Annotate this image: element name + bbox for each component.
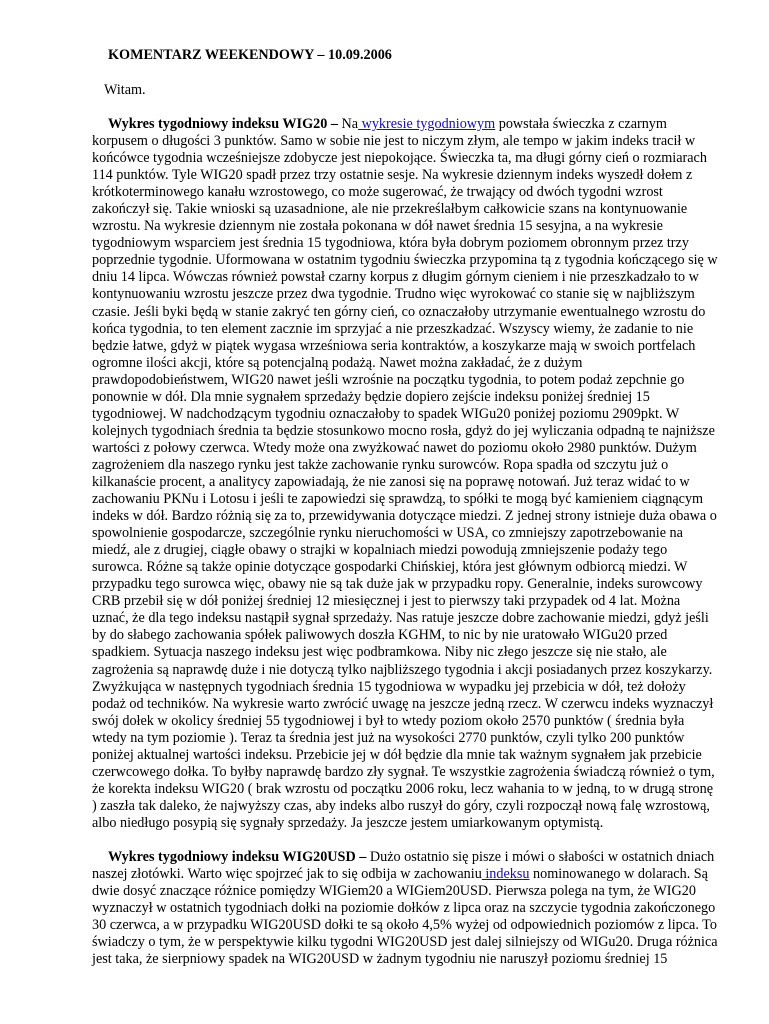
weekly-chart-link[interactable]: wykresie tygodniowym — [358, 116, 496, 132]
index-link[interactable]: indeksu — [481, 866, 530, 883]
paragraph-wig20usd-body: nominowanego w dolarach. Są dwie dosyć znaczące różnice pomiędzy WIGiem20 a WIGiem20USD. Pierwsza polega na tym, że WIG20 wyznaczył w ostatnich tygodniach dołki na poziomie dołków z lipca oraz na szczycie tygodnia zakończonego 30 czerwca, a w przypadku WIG20USD dołki te są około 4,5% wyżej od odpowiednich poziomów z lipca. To świadczy o tym, że w perspektywie kilku tygodni WIG20USD jest dalej silniejszy od WIGu20. Druga różnica jest taka, że sierpniowy spadek na WIG20USD w żadnym tygodniu nie naruszył poziomu średniej 15 — [92, 866, 718, 968]
paragraph-wig20-lead: Wykres tygodniowy indeksu WIG20 – — [108, 116, 338, 132]
paragraph-wig20 — [92, 116, 719, 832]
paragraph-wig20usd — [92, 849, 719, 968]
page-title: KOMENTARZ WEEKENDOWY – 10.09.2006 — [108, 47, 392, 63]
greeting: Witam. — [104, 82, 146, 98]
paragraph-wig20usd-pre-link: Dużo ostatnio się pisze i mówi o słabości w ostatnich dniach naszej złotówki. Warto więc spojrzeć jak to się odbija w zachowaniu — [92, 849, 715, 883]
paragraph-wig20-body: powstała świeczka z czarnym korpusem o długości 3 punktów. Samo w sobie nie jest to niczym złym, ale tempo w jakim indeks tracił w końcówce tygodnia wcześniejsze zdobycze jest niepokojące. Świeczka ta, ma długi górny cień o rozmiarach 114 punktów. Tyle WIG20 spadł przez trzy ostatnie sesje. Na wykresie dziennym indeks wyszedł dołem z krótkoterminowego kanału wzrostowego, co może sugerować, że trwający od dwóch tygodni wzrost zakończył się. Takie wnioski są uzasadnione, ale nie przekreślałbym całkowicie szans na kontynuowanie wzrostu. Na wykresie dziennym nie została pokonana w dół nawet średnia 15 sesyjna, a na wykresie tygodniowym wsparciem jest średnia 15 tygodniowa, która była dobrym poziomem obronnym przez trzy poprzednie tygodnie. Uformowana w ostatnim tygodniu świeczka przypomina tą z tygodnia kończącego się w dniu 14 lipca. Wówczas również powstał czarny korpus z długim górnym cieniem i nie przeszkadzało to w kontynuowaniu wzrostu jeszcze przez dwa tygodnie. Trudno więc wyrokować co stanie się w najbliższym czasie. Jeśli byki będą w stanie zakryć ten górny cień, co oznaczałoby utrzymanie ewentualnego wzrostu do końca tygodnia, to ten element zacznie im sprzyjać a nie przeszkadzać. Wszyscy wiemy, że zadanie to nie będzie łatwe, gdyż w piątek wygasa wrześniowa seria kontraktów, a koszykarze mają w swoich portfelach ogromne ilości akcji, które są potencjalną podażą. Nawet można zakładać, że z dużym prawdopodobieństwem, WIG20 nawet jeśli wzrośnie na początku tygodnia, to potem podaż zepchnie go ponownie w dół. Dla mnie sygnałem sprzedaży będzie dopiero zejście indeksu poniżej średniej 15 tygodniowej. W nadchodzącym tygodniu oznaczałoby to spadek WIGu20 poniżej poziomu 2909pkt. W kolejnych tygodniach średnia ta będzie stosunkowo mocno rosła, gdyż do jej wyliczania odpadną te najniższe wartości z połowy czerwca. Wtedy może ona zwyżkować nawet do poziomu około 2980 punktów. Dużym zagrożeniem dla naszego rynku jest także zachowanie rynku surowców. Ropa spadła od szczytu już o kilkanaście procent, a analitycy zapowiadają, że nie zanosi się na poprawę notowań. Już teraz widać to w zachowaniu PKNu i Lotosu i jeśli te zapowiedzi się sprawdzą, to spółki te mogą być kamieniem ciągnącym indeks w dół. Bardzo różnią się za to, przewidywania dotyczące miedzi. Z jednej strony istnieje duża obawa o spowolnienie gospodarcze, szczególnie rynku nieruchomości w USA, co zmniejszy zapotrzebowanie na miedź, ale z drugiej, ciągłe obawy o strajki w kopalniach miedzi powodują zmniejszenie podaży tego surowca. Różne są także opinie dotyczące gospodarki Chińskiej, która jest głównym odbiorcą miedzi. W przypadku tego surowca więc, obawy nie są tak duże jak w przypadku ropy. Generalnie, indeks surowcowy CRB przebił się w dół poniżej średniej 12 miesięcznej i jest to pierwszy taki przypadek od 4 lat. Można uznać, że dla tego indeksu nastąpił sygnał sprzedaży. Nas ratuje jeszcze dobre zachowanie miedzi, gdyż jeśli by do słabego zachowania spółek paliwowych doszła KGHM, to nic by nie uratowało WIGu20 przed spadkiem. Sytuacja naszego indeksu jest więc podbramkowa. Niby nic złego jeszcze się nie stało, ale zagrożenia są naprawdę duże i nie dotyczą tylko najbliższego tygodnia i akcji posiadanych przez koszykarzy. Zwyżkująca w następnych tygodniach średnia 15 tygodniowa w wypadku jej przebicia w dół, też dołoży podaż od techników. Na wykresie warto zwrócić uwagę na jeszcze jedną rzecz. W czerwcu indeks wyznaczył swój dołek w okolicy średniej 55 tygodniowej i był to wtedy poziom około 2570 punktów ( średnia była wtedy na tym poziomie ). Teraz ta średnia jest już na wysokości 2770 punktów, czyli tylko 200 punktów poniżej aktualnej wartości indeksu. Przebicie jej w dół będzie dla mnie tak ważnym sygnałem jak przebicie czerwcowego dołka. To byłby naprawdę bardzo zły sygnał. Te wszystkie zagrożenia świadczą również o tym, że korekta indeksu WIG20 ( brak wzrostu od początku 2006 roku, lecz wahania to w jedną, to w drugą stronę ) zaszła tak daleko, że najwyższy czas, aby indeks albo ruszył do góry, czyli rozpoczął nową falę wzrostową, albo niedługo posypią się sygnały sprzedaży. Ja jeszcze jestem umiarkowanym optymistą. — [92, 116, 718, 831]
paragraph-wig20usd-lead: Wykres tygodniowy indeksu WIG20USD – — [108, 849, 367, 865]
paragraph-wig20-pre-link: Na — [337, 116, 359, 132]
